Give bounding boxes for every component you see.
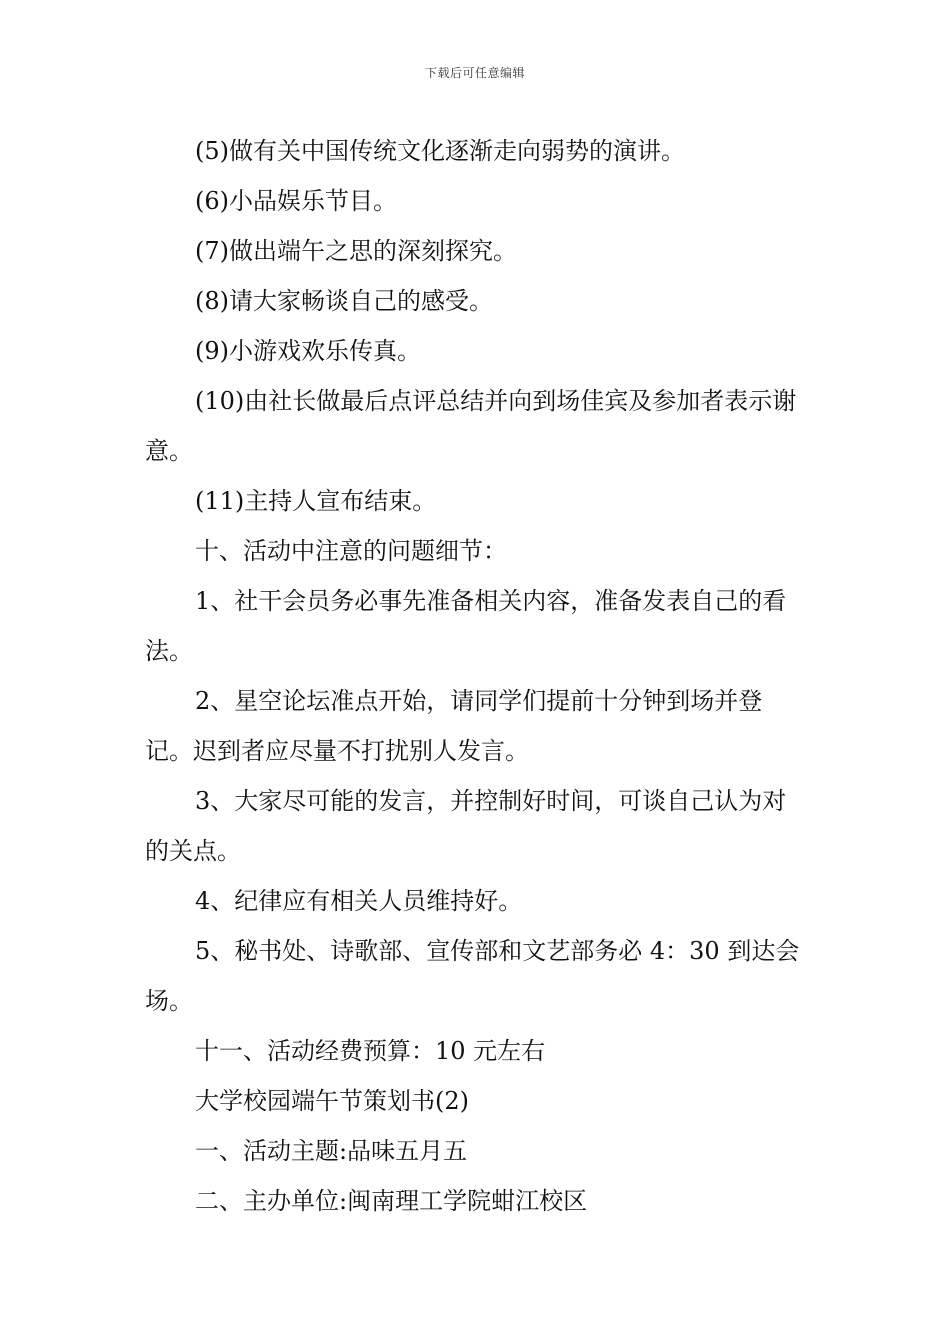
paragraph: (11)主持人宣布结束。 [195,487,437,515]
section-heading: 二、主办单位:闽南理工学院蚶江校区 [195,1187,588,1215]
paragraph: (10)由社长做最后点评总结并向到场佳宾及参加者表示谢意。 [145,387,797,465]
page-header: 下载后可任意编辑 [424,66,525,80]
document-body [145,126,810,1226]
paragraph: (9)小游戏欢乐传真。 [195,337,421,365]
paragraph: (8)请大家畅谈自己的感受。 [195,287,493,315]
paragraph: (5)做有关中国传统文化逐渐走向弱势的演讲。 [195,137,685,165]
section-heading: 一、活动主题:品味五月五 [195,1137,468,1165]
section-heading: 十一、活动经费预算：10 元左右 [195,1037,546,1065]
document-subtitle: 大学校园端午节策划书(2) [195,1087,469,1115]
paragraph: 2、星空论坛准点开始，请同学们提前十分钟到场并登记。迟到者应尽量不打扰别人发言。 [145,687,763,765]
section-heading: 十、活动中注意的问题细节： [195,537,507,565]
paragraph: (6)小品娱乐节目。 [195,187,397,215]
paragraph: 3、大家尽可能的发言，并控制好时间，可谈自己认为对的关点。 [145,787,787,865]
paragraph: 5、秘书处、诗歌部、宣传部和文艺部务必 4：30 到达会场。 [145,937,800,1015]
paragraph: (7)做出端午之思的深刻探究。 [195,237,517,265]
paragraph: 1、社干会员务必事先准备相关内容，准备发表自己的看法。 [145,587,787,665]
paragraph: 4、纪律应有相关人员维持好。 [195,887,523,915]
